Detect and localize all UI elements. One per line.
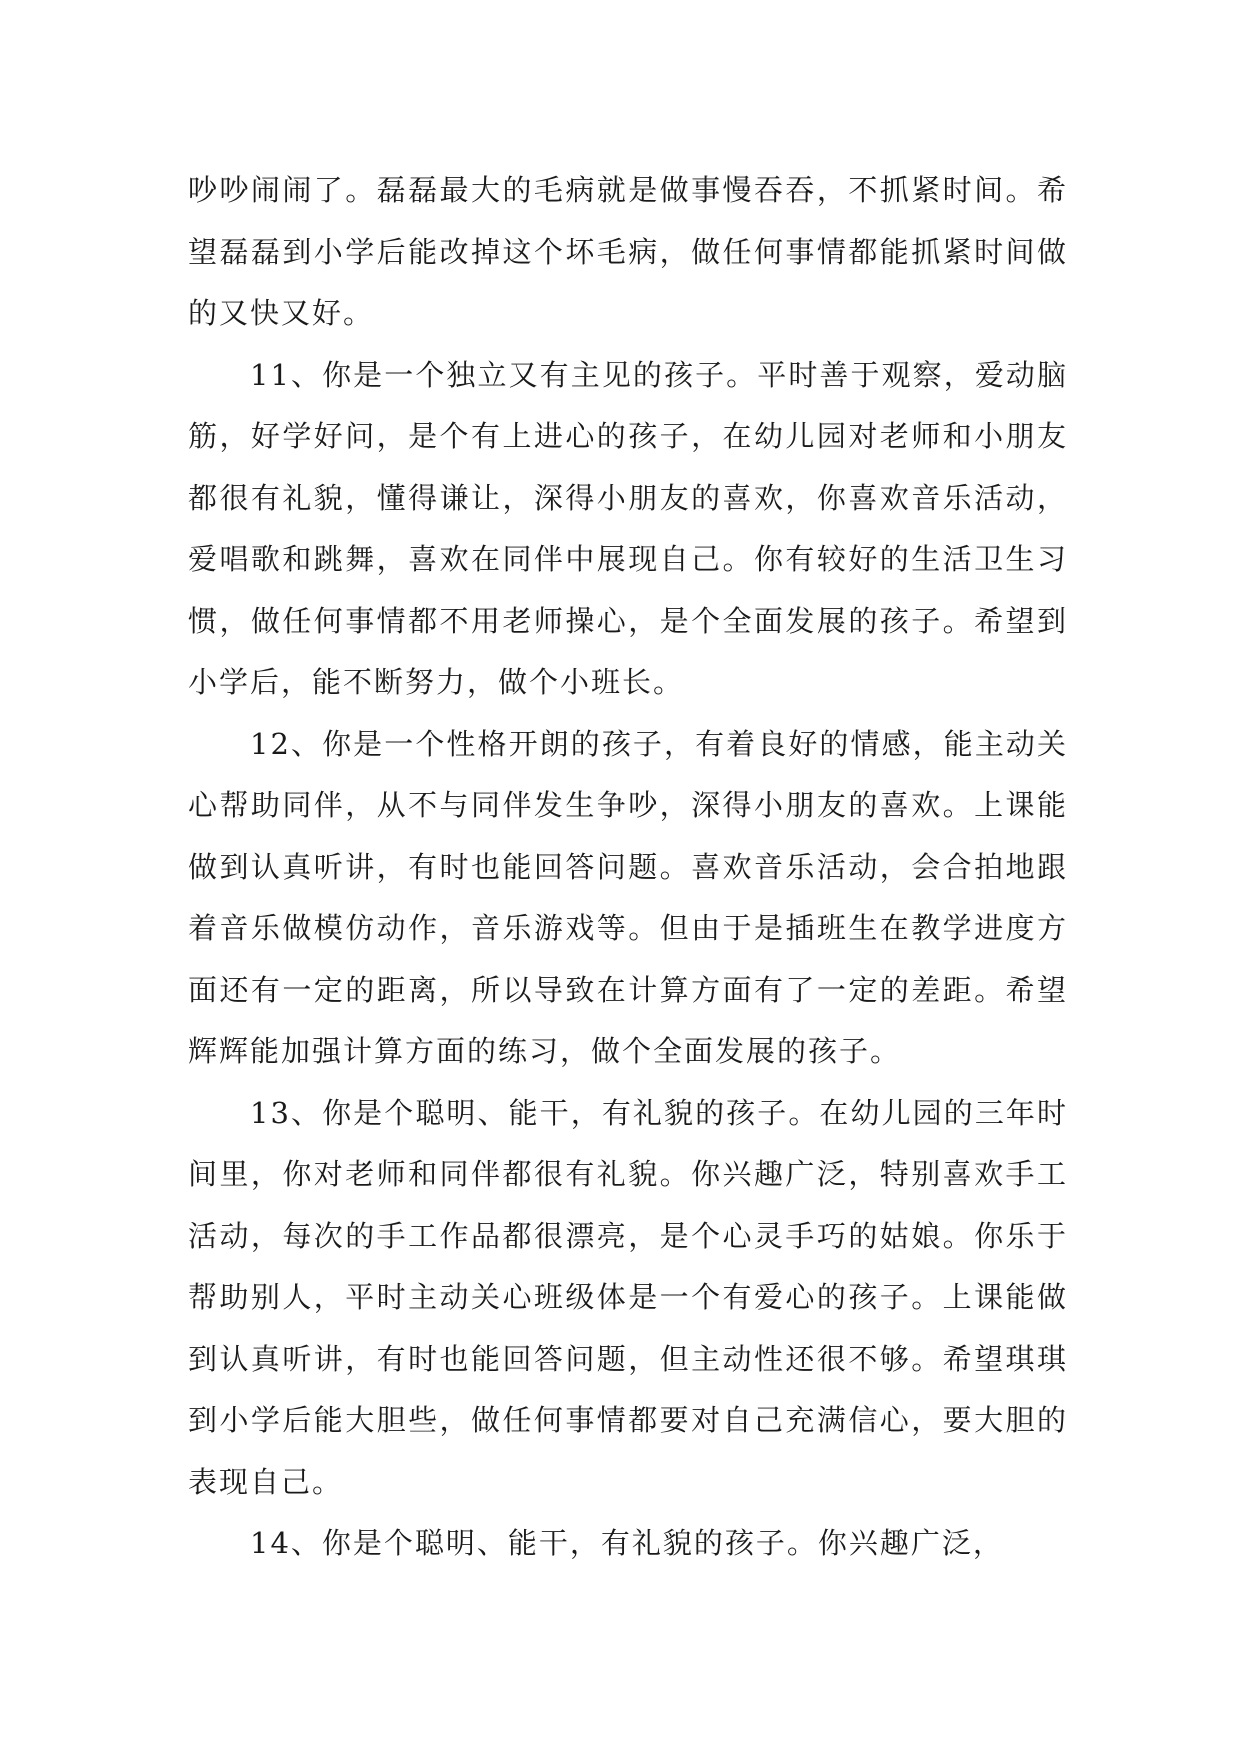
paragraph-item-11: 11、你是一个独立又有主见的孩子。平时善于观察，爱动脑筋，好学好问，是个有上进心的孩子，在幼儿园对老师和小朋友都很有礼貌，懂得谦让，深得小朋友的喜欢，你喜欢音乐活动，爱唱歌和跳舞，喜欢在同伴中展现自己。你有较好的生活卫生习惯，做任何事情都不用老师操心，是个全面发展的孩子。希望到小学后，能不断努力，做个小班长。 (188, 357, 1068, 699)
paragraph-item-14: 14、你是个聪明、能干，有礼貌的孩子。你兴趣广泛， (250, 1526, 1004, 1560)
paragraph-item-12: 12、你是一个性格开朗的孩子，有着良好的情感，能主动关心帮助同伴，从不与同伴发生争吵，深得小朋友的喜欢。上课能做到认真听讲，有时也能回答问题。喜欢音乐活动，会合拍地跟着音乐做模仿动作，音乐游戏等。但由于是插班生在教学进度方面还有一定的距离，所以导致在计算方面有了一定的差距。希望辉辉能加强计算方面的练习，做个全面发展的孩子。 (188, 726, 1068, 1068)
paragraph-item-13: 13、你是个聪明、能干，有礼貌的孩子。在幼儿园的三年时间里，你对老师和同伴都很有礼貌。你兴趣广泛，特别喜欢手工活动，每次的手工作品都很漂亮，是个心灵手巧的姑娘。你乐于帮助别人，平时主动关心班级体是一个有爱心的孩子。上课能做到认真听讲，有时也能回答问题，但主动性还很不够。希望琪琪到小学后能大胆些，做任何事情都要对自己充满信心，要大胆的表现自己。 (188, 1095, 1068, 1499)
document-body (188, 160, 1068, 1575)
paragraph-continuation: 吵吵闹闹了。磊磊最大的毛病就是做事慢吞吞，不抓紧时间。希望磊磊到小学后能改掉这个坏毛病，做任何事情都能抓紧时间做的又快又好。 (188, 173, 1068, 330)
